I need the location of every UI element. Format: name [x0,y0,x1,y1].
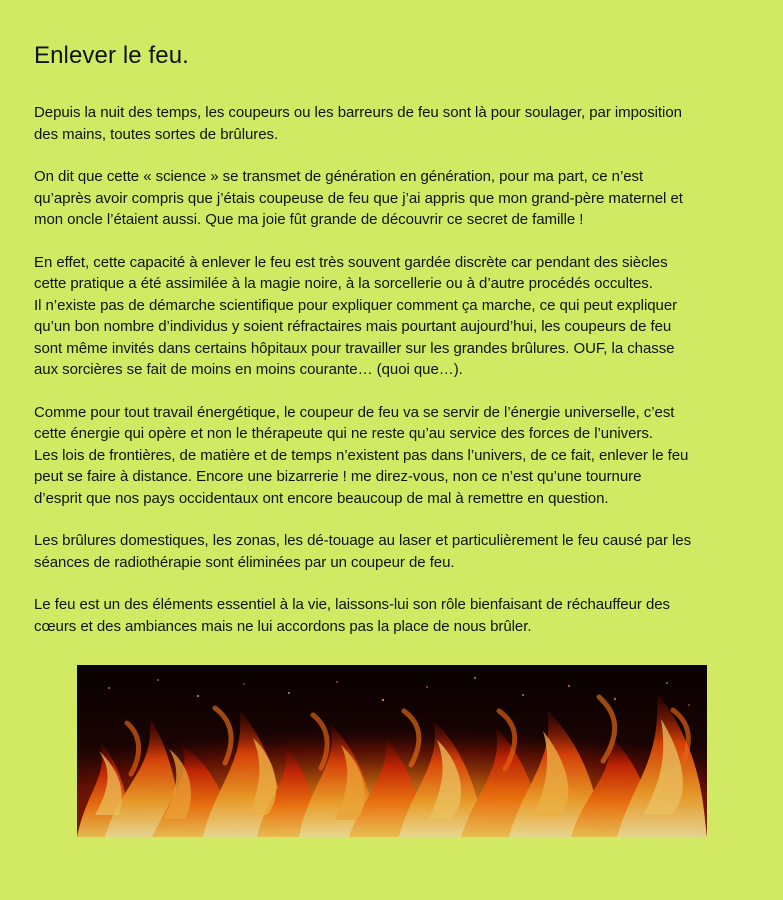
history-paragraph: En effet, cette capacité à enlever le feu est très souvent gardée discrète car pendant des siècles cette pratique a été assimilée à la magie noire, à la sorcellerie ou à d’autre procédés occultes. Il n’existe pas de démarche scientifique pour expliquer comment ça marche, ce qui peut expliquer qu’un bon nombre d’individus y soient réfractaires mais pourtant aujourd’hui, les coupeurs de feu sont même invités dans certains hôpitaux pour travailler sur les grandes brûlures. OUF, la chasse aux sorcières se fait de moins en moins courante… (quoi que…). [34,253,678,378]
heritage-paragraph: On dit que cette « science » se transmet de génération en génération, pour ma part, ce n’est qu’après avoir compris que j’étais coupeuse de feu que j’ai appris que mon grand-père maternel et mon oncle l’étaient aussi. Que ma joie fût grande de découvrir ce secret de famille ! [34,168,683,228]
energy-paragraph: Comme pour tout travail énergétique, le coupeur de feu va se servir de l’énergie universelle, c’est cette énergie qui opère et non le thérapeute qui ne reste qu’au service des forces de l’univers. Les lois de frontières, de matière et de temps n’existent pas dans l’univers, de ce fait, enlever le feu peut se faire à distance. Encore une bizarrerie ! me direz-vous, non ce n’est qu’une tournure d’esprit que nos pays occidentaux ont encore beaucoup de mal à remettre en question. [34,403,689,507]
intro-paragraph: Depuis la nuit des temps, les coupeurs ou les barreurs de feu sont là pour soulager, par imposition des mains, toutes sortes de brûlures. [34,104,682,143]
fire-image [77,665,707,837]
conclusion-paragraph: Le feu est un des éléments essentiel à la vie, laissons-lui son rôle bienfaisant de réchauffeur des cœurs et des ambiances mais ne lui accordons pas la place de nous brûler. [34,596,670,635]
page-title: Enlever le feu. [34,42,189,69]
burns-paragraph: Les brûlures domestiques, les zonas, les dé-touage au laser et particulièrement le feu causé par les séances de radiothérapie sont éliminées par un coupeur de feu. [34,532,692,571]
fire-icon [77,665,707,837]
